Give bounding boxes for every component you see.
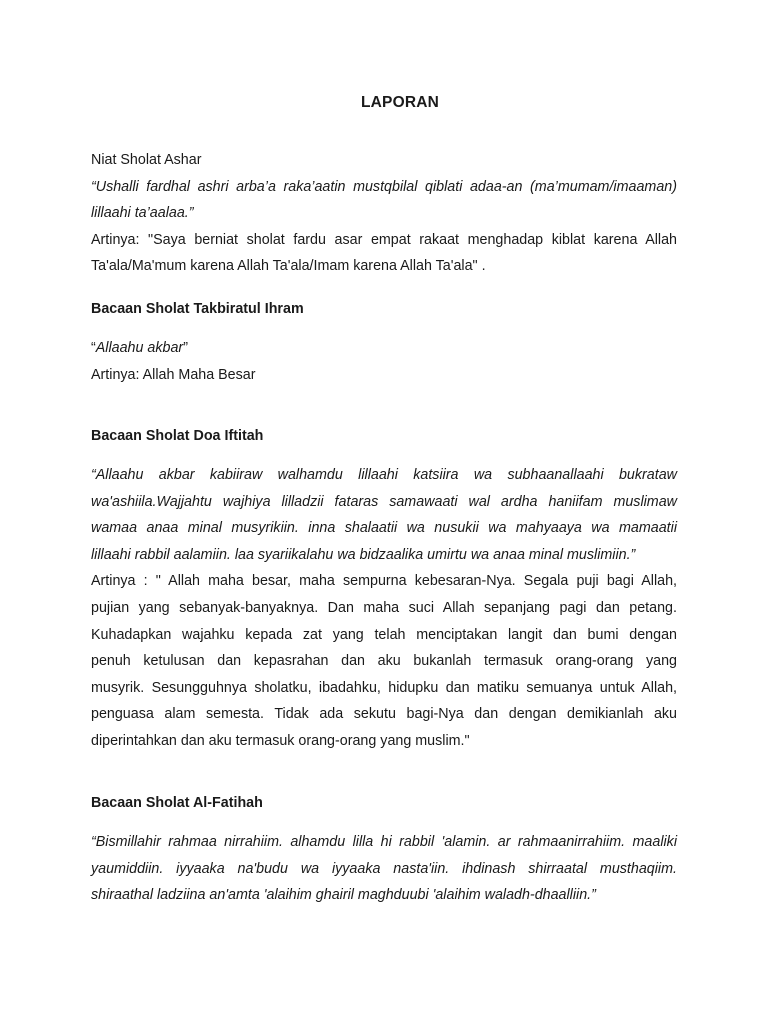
- translation-line: penguasa alam semesta. Tidak ada sekutu bagi-Nya dan dengan demikianlah aku: [91, 706, 677, 723]
- translation-line: Artinya: Allah Maha Besar: [91, 366, 256, 383]
- reading-line: [91, 335, 677, 362]
- section-heading: Bacaan Sholat Al-Fatihah: [91, 795, 263, 811]
- reading-line: shiraathal ladziina an'amta 'alaihim ghairil maghduubi 'alaihim waladh-dhaalliin.”: [91, 887, 596, 904]
- translation-line: penuh ketulusan dan kepasrahan dan aku bukanlah termasuk orang-orang yang: [91, 653, 677, 670]
- translation-line: Ta'ala/Ma'mum karena Allah Ta'ala/Imam karena Allah Ta'ala" .: [91, 258, 486, 275]
- translation-line: diperintahkan dan aku termasuk orang-orang yang muslim.": [91, 732, 470, 749]
- reading-line: wamaa anaa minal musyrikiin. inna shalaatii wa nusukii wa mahyaaya wa mamaatii: [91, 520, 677, 537]
- reading-line: “Ushalli fardhal ashri arba’a raka’aatin mustqbilal qiblati adaa-an (ma’mumam/imaaman): [91, 178, 677, 195]
- section-subtitle: Niat Sholat Ashar: [91, 152, 202, 168]
- reading-line: wa'ashiila.Wajjahtu wajhiya lilladzii fataras samawaati wal ardha haniifam muslimaw: [91, 493, 677, 510]
- section-heading: Bacaan Sholat Doa Iftitah: [91, 428, 264, 444]
- reading-text: Allaahu akbar: [95, 340, 184, 356]
- translation-line: Kuhadapkan wajahku kepada zat yang telah menciptakan langit dan bumi dengan: [91, 626, 677, 643]
- reading-line: lillaahi rabbil aalamiin. laa syariikalahu wa bidzaalika umirtu wa anaa minal muslimiin.”: [91, 546, 636, 563]
- quote-open: “: [91, 340, 96, 356]
- section-doa-iftitah: [91, 462, 677, 755]
- page-title: LAPORAN: [360, 94, 440, 111]
- reading-line: yaumiddiin. iyyaaka na'budu wa iyyaaka nasta'iin. ihdinash shirraatal musthaqiim.: [91, 860, 677, 877]
- translation-line: Artinya: "Saya berniat sholat fardu asar empat rakaat menghadap kiblat karena Allah: [91, 231, 677, 248]
- section-takbiratul-ihram: [91, 335, 677, 388]
- section-heading: Bacaan Sholat Takbiratul Ihram: [91, 301, 304, 317]
- reading-line: lillaahi ta’aalaa.”: [91, 205, 194, 222]
- translation-line: musyrik. Sesungguhnya sholatku, ibadahku, hidupku dan matiku semuanya untuk Allah,: [91, 679, 677, 696]
- translation-line: pujian yang sebanyak-banyaknya. Dan maha suci Allah sepanjang pagi dan petang.: [91, 599, 677, 616]
- reading-line: “Allaahu akbar kabiiraw walhamdu lillaahi katsiira wa subhaanallaahi bukrataw: [91, 467, 677, 483]
- translation-line: Artinya : " Allah maha besar, maha sempurna kebesaran-Nya. Segala puji bagi Allah,: [91, 573, 677, 590]
- quote-close: ”: [183, 340, 188, 356]
- reading-line: “Bismillahir rahmaa nirrahiim. alhamdu lilla hi rabbil 'alamin. ar rahmaanirrahiim. maaliki: [91, 834, 677, 850]
- section-al-fatihah: [91, 829, 677, 909]
- section-niat-ashar: [91, 147, 677, 280]
